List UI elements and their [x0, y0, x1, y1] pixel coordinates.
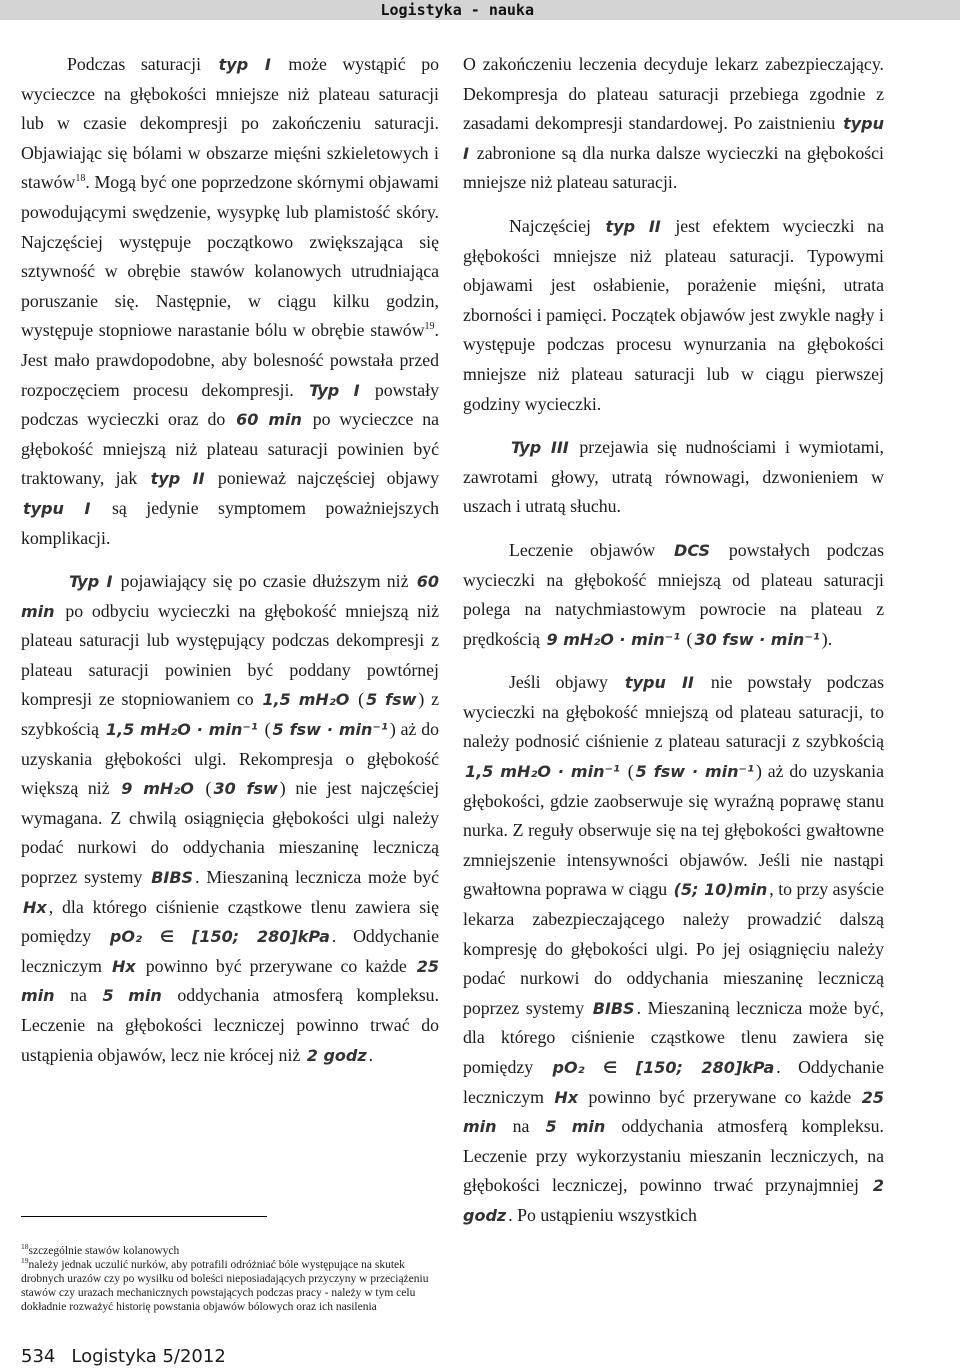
formula-po2-range: pO₂ ∈ [150; 280]kPa — [552, 1058, 775, 1077]
formula-2-godz: 2 godz — [306, 1045, 367, 1065]
formula-25-min: 25 min — [463, 1087, 884, 1137]
footnote-separator — [21, 1216, 267, 1217]
formula-rate-fsw: 5 fsw · min⁻¹ — [272, 720, 388, 740]
formula-rate-fsw: 30 fsw · min⁻¹ — [694, 629, 820, 649]
paragraph-type3: Typ III przejawia się nudnościami i wymiotami, zawrotami głowy, utratą równowagi, dzwonieniem w uszach i utratą słuchu. — [463, 437, 884, 517]
formula-bibs: BIBS — [592, 998, 635, 1018]
formula-depth-step: 1,5 mH₂O — [262, 690, 350, 710]
formula-5-min: 5 min — [102, 986, 162, 1006]
formula-typu-1: typu I — [23, 498, 91, 518]
paragraph-type2: Najczęściej typ II jest efektem wycieczki na głębokości mniejsze niż plateau saturacji. Typowymi objawami jest osłabienie, porażenie mięśni, utrata zborności i pamięci. Początek objawów jest zwykle nagły i występuje podczas procesu wynurzania na głębokości mniejsze niż plateau saturacji lub w ciągu pierwszej godziny wycieczki. — [463, 215, 884, 414]
footnotes — [21, 1244, 439, 1314]
formula-time-range: (5; 10)min — [673, 880, 768, 900]
formula-30-fsw: 30 fsw — [213, 779, 278, 799]
paragraph-type1-saturation: Podczas saturacji typ I może wystąpić po wycieczce na głębokości mniejsze niż plateau saturacji lub w czasie dekompresji po zakończeniu saturacji. Objawiając się bólami w obszarze mięśni szkieletowych i stawów$^{18}$. Mogą być one poprzedzone skórnymi objawami powodującymi swędzenie, wysypkę lub plamistość skóry. Najczęściej występuje początkowo zwiększająca się sztywność w obrębie stawów kolanowych utrudniająca poruszanie się. Następnie, w ciągu kilku godzin, występuje stopniowe narastanie bólu w obrębie stawów$^{19}$. Jest mało prawdopodobne, aby bolesność powstała przed rozpoczęciem procesu dekompresji. Typ I powstały podczas wycieczki oraz do 60 min po wycieczce na głębokość mniejszą niż plateau saturacji powinien być traktowany, jak typ II ponieważ najczęściej objawy typu I są jedynie symptomem poważniejszych komplikacji. — [21, 54, 440, 548]
formula-typ-2: typ II — [605, 216, 661, 236]
footnote-ref-18[interactable]: 18 — [75, 173, 86, 185]
footnote-18: $^{18}$szczególnie stawów kolanowych — [21, 1242, 180, 1257]
formula-rate: 9 mH₂O · min⁻¹ — [546, 629, 681, 649]
formula-hx: Hx — [111, 956, 136, 976]
formula-typu-1: typu I — [463, 114, 884, 163]
formula-60-min: 60 min — [21, 572, 439, 621]
formula-po2-range: pO₂ ∈ [150; 280]kPa — [109, 927, 330, 947]
formula-9-mh2o: 9 mH₂O — [121, 779, 194, 799]
formula-bibs: BIBS — [151, 868, 194, 888]
formula-typ-2: typ II — [150, 469, 205, 489]
footnote-19: $^{19}$należy jednak uczulić nurków, aby potrafili odróżniać bóle występujące na skutek drobnych urazów czy po wysiłku od boleści nieposiadających przyczyny w przeciążeniu stawów czy urazach mechanicznych powstających podczas pracy - należy w tym celu dokładnie rozważyć historię powstania objawów bólowych oraz ich nasilenia — [21, 1256, 429, 1313]
formula-25-min: 25 min — [21, 956, 439, 1006]
formula-typu-2: typu II — [624, 673, 694, 693]
formula-rate: 1,5 mH₂O · min⁻¹ — [465, 762, 620, 782]
formula-hx: Hx — [23, 897, 47, 917]
page-footer — [21, 1346, 226, 1367]
right-column — [463, 50, 884, 1245]
formula-typ-1: Typ I — [309, 380, 360, 400]
formula-2-godz: 2 godz — [463, 1176, 884, 1225]
formula-hx: Hx — [554, 1087, 579, 1107]
formula-typ-1: Typ I — [69, 572, 113, 592]
paragraph-type1-late: Typ I pojawiający się po czasie dłuższym niż 60 min po odbyciu wycieczki na głębokość mniejszą niż plateau saturacji lub występujący podczas dekompresji z plateau saturacji powinien być poddany powtórnej kompresji ze stopniowaniem co 1,5 mH₂O ( 5 fsw ) z szybkością 1,5 mH₂O · min⁻¹ ( 5 fsw · min⁻¹ ) aż do uzyskania głębokości ulgi. Rekompresja o głębokość większą niż 9 mH₂O ( 30 fsw ) nie jest najczęściej wymagana. Z chwilą osiągnięcia głębokości ulgi należy podać nurkowi do oddychania mieszaninę leczniczą poprzez systemy BIBS . Mieszaniną lecznicza może być Hx , dla którego ciśnienie cząstkowe tlenu zawiera się pomiędzy pO₂ ∈ [150; 280]kPa . Oddychanie leczniczym Hx powinno być przerywane co każde 25 min na 5 min oddychania atmosferą kompleksu. Leczenie na głębokości leczniczej powinno trwać do ustąpienia objawów, lecz nie krócej niż 2 godz . — [21, 571, 440, 1065]
paragraph-dcs-treatment: Leczenie objawów DCS powstałych podczas wycieczki na głębokość mniejszą od plateau saturacji polega na natychmiastowym powrocie na plateau z prędkością 9 mH₂O · min⁻¹ ( 30 fsw · min⁻¹ ). — [463, 539, 884, 649]
left-column — [21, 50, 439, 1084]
formula-typ-3: Typ III — [511, 438, 569, 458]
footnote-ref-19[interactable]: 19 — [424, 321, 435, 333]
running-header: Logistyka - nauka — [380, 1, 534, 19]
formula-typ-1: typ I — [218, 55, 271, 74]
formula-dcs: DCS — [674, 540, 711, 560]
formula-5-min: 5 min — [545, 1117, 606, 1137]
formula-60-min: 60 min — [236, 410, 302, 430]
formula-rate-fsw: 5 fsw · min⁻¹ — [635, 762, 754, 782]
page-number: 534 — [21, 1346, 56, 1367]
paragraph-decompression: O zakończeniu leczenia decyduje lekarz zabezpieczający. Dekompresja do plateau saturacji przebiega zgodnie z zasadami dekompresji standardowej. Po zaistnieniu typu I zabronione są dla nurka dalsze wycieczki na głębokości mniejsze niż plateau saturacji. — [463, 54, 884, 193]
paragraph-type2-treatment: Jeśli objawy typu II nie powstały podczas wycieczki na głębokość mniejszą od plateau saturacji, to należy podnosić ciśnienie z plateau saturacji z szybkością 1,5 mH₂O · min⁻¹ ( 5 fsw · min⁻¹ ) aż do uzyskania głębokości, gdzie zaobserwuje się wyraźną poprawę stanu nurka. Z reguły obserwuje się na tej głębokości gwałtowne zmniejszenie intensywności objawów. Jeśli nie nastąpi gwałtowna poprawa w ciągu (5; 10)min , to przy asyście lekarza zabezpieczającego należy prowadzić dalszą kompresję do głębokości ulgi. Po jej osiągnięciu należy podać nurkowi do oddychania mieszaninę leczniczą poprzez systemy BIBS . Mieszaniną lecznicza może być, dla którego ciśnienie cząstkowe tlenu zawiera się pomiędzy pO₂ ∈ [150; 280]kPa . Oddychanie leczniczym Hx powinno być przerywane co każde 25 min na 5 min oddychania atmosferą kompleksu. Leczenie przy wykorzystaniu mieszanin leczniczych, na głębokości leczniczej, powinno trwać przynajmniej 2 godz . Po ustąpieniu wszystkich — [463, 672, 885, 1225]
formula-depth-step-fsw: 5 fsw — [366, 690, 417, 710]
journal-issue: Logistyka 5/2012 — [71, 1346, 226, 1367]
formula-rate: 1,5 mH₂O · min⁻¹ — [105, 720, 258, 740]
